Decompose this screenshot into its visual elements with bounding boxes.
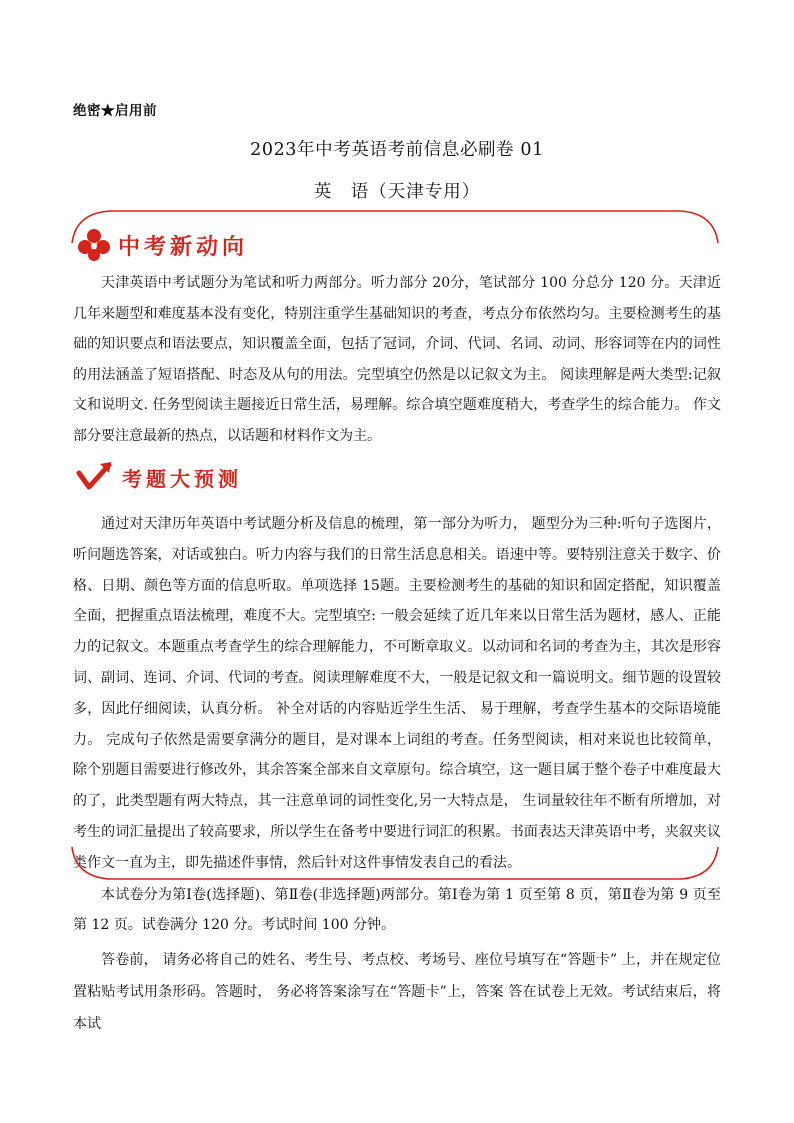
exam-instruction-paragraph: 答卷前， 请务必将自己的姓名、考生号、考点校、考场号、座位号填写在“答题卡” 上，并在规定位置粘贴考试用条形码。答题时， 务必将答案涂写在“答题卡”上，答案 答在试卷上无效。考试结束后，将本试 [73,952,721,1032]
section-body-trends: 天津英语中考试题分为笔试和听力两部分。听力部分 20分，笔试部分 100 分总分 120 分。天津近几年来题型和难度基本没有变化，特别注重学生基础知识的考查，考点分布依然均匀。主要检测考生的基础的知识要点和语法要点，知识覆盖全面，包括了冠词，介词、代词、名词、动词、形容词等在内的词性的用法涵盖了短语搭配、时态及从句的用法。完型填空仍然是以记叙文为主。 阅读理解是两大类型:记叙文和说明文. 任务型阅读主题接近日常生活，易理解。综合填空题难度稍大，考查学生的综合能力。 作文部分要注意最新的热点，以话题和材料作文为主。 [73,275,721,444]
confidential-label: 绝密★启用前 [73,103,157,119]
bottom-frame-curve [70,845,720,885]
section-heading-text: 中考新动向 [118,234,249,260]
section-body-prediction: 通过对天津历年英语中考试题分析及信息的梳理，第一部分为听力， 题型分为三种:听句子选图片，听问题选答案，对话或独白。听力内容与我们的日常生活息息相关。语速中等。要特别注意关于数字、价格、日期、颜色等方面的信息听取。单项选择 15题。主要检测考生的基础的知识和固定搭配，知识覆盖全面，把握重点语法梳理，难度不大。完型填空: 一般会延续了近几年来以日常生活为题材，感人、正能力的记叙文。本题重点考查学生的综合理解能力，不可断章取义。以动词和名词的考查为主，其次是形容词、副词、连词、介词、代词的考查。阅读理解难度不大，一般是记叙文和一篇说明文。细节题的设置较多，因此仔细阅读，认真分析。 补全对话的内容贴近学生生活、 易于理解，考查学生基本的交际语境能力。 完成句子依然是需要拿满分的题目，是对课本上词组的考查。任务型阅读，相对来说也比较简单，除个别题目需要进行修改外，其余答案全部来自文章原句。综合填空，这一题目属于整个卷子中难度最大的了，此类型题有两大特点，其一注意单词的词性变化,另一大特点是， 生词量较往年不断有所增加，对考生的词汇量提出了较高要求，所以学生在备考中要进行词汇的积累。书面表达天津英语中考，夹叙夹议类作文一直为主，即先描述件事情，然后针对这件事情发表自己的看法。 [73,516,721,871]
section-heading-trends [76,226,248,264]
section-heading-text: 考题大预测 [122,466,242,491]
document-title: 2023年中考英语考前信息必刷卷 01 [250,140,544,160]
clover-icon [76,227,112,263]
trend-arrow-icon [76,459,116,495]
document-subtitle: 英 语（天津专用） [313,182,481,202]
section-heading-prediction [76,458,242,496]
exam-instruction-paragraph: 本试卷分为第Ⅰ卷(选择题)、第Ⅱ卷(非选择题)两部分。第Ⅰ卷为第 1 页至第 8 页，第Ⅱ卷为第 9 页至第 12 页。试卷满分 120 分。考试时间 100 分钟。 [73,887,721,933]
